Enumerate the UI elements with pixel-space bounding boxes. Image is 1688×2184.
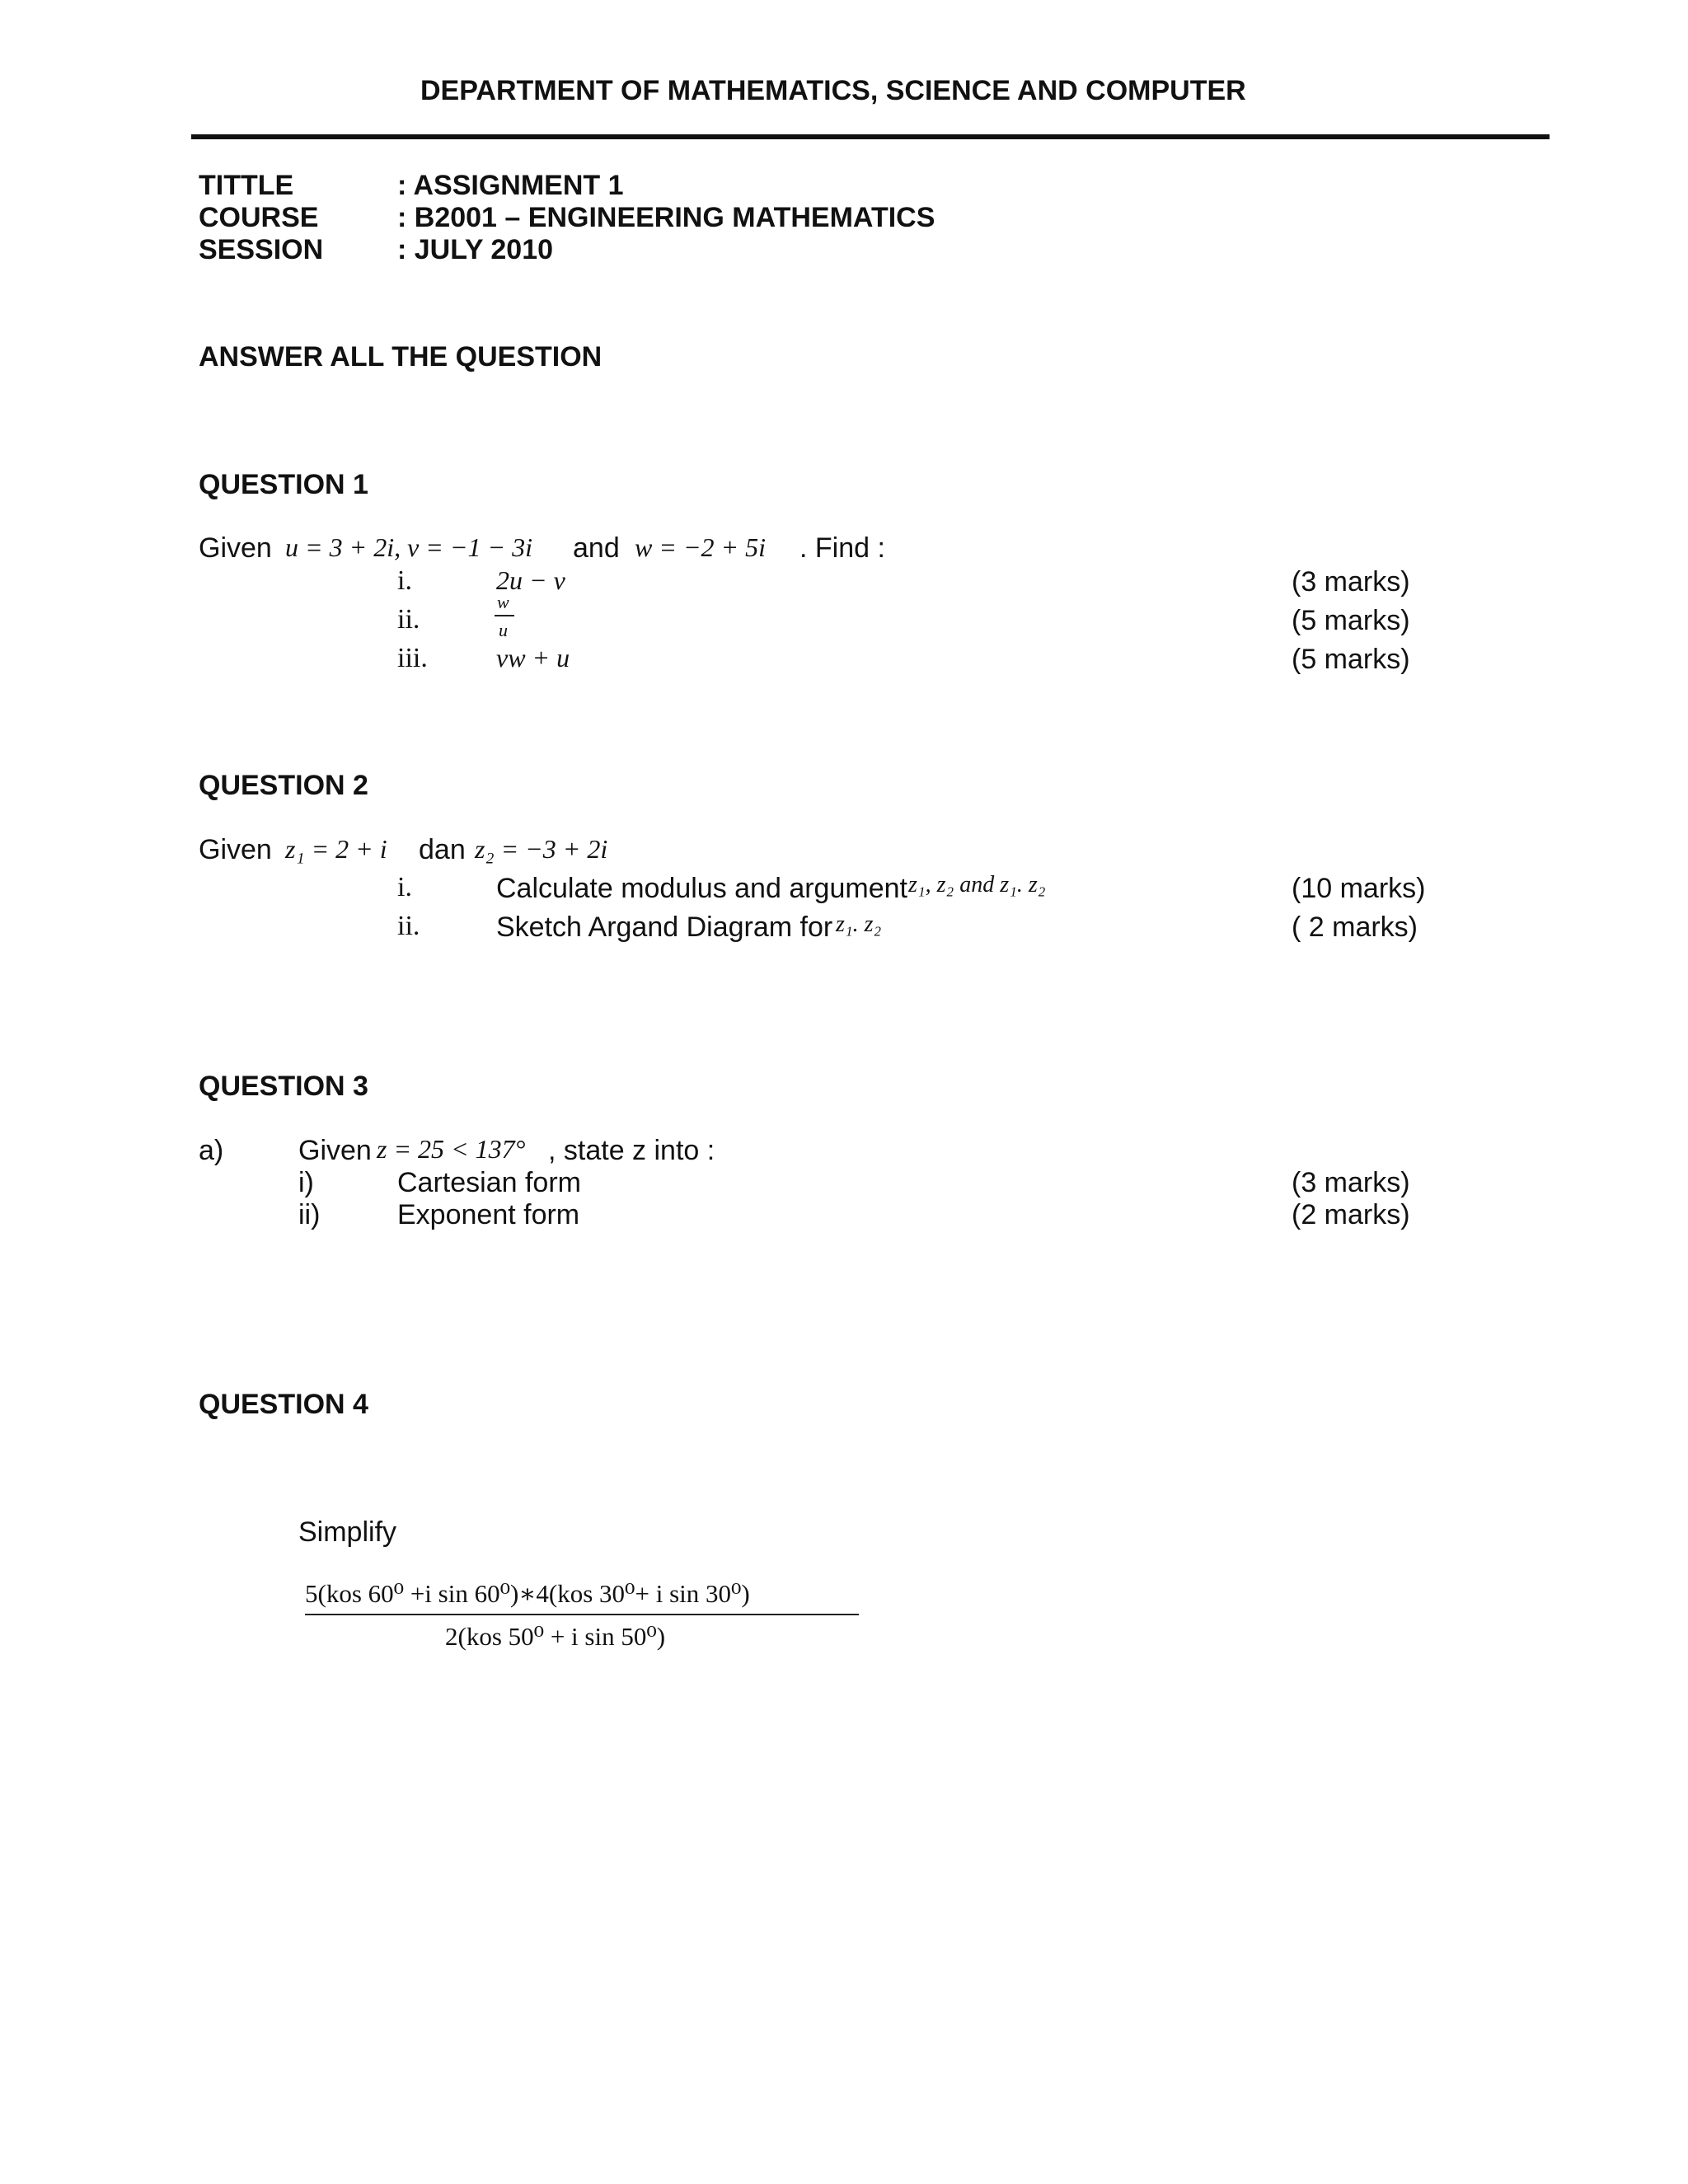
q2-item-2-num: ii. <box>397 911 420 941</box>
q2-dan: dan <box>419 834 466 865</box>
q4-simplify: Simplify <box>298 1516 397 1548</box>
q2-item-1-num: i. <box>397 872 412 902</box>
q1-item-2-denominator: u <box>499 620 508 640</box>
q1-expr-w: w = −2 + 5i <box>635 532 767 562</box>
q3-item-1-num: i) <box>298 1167 314 1198</box>
title-value: : ASSIGNMENT 1 <box>397 170 624 201</box>
q1-item-2-fraction-bar <box>495 615 514 616</box>
q1-item-1-marks: (3 marks) <box>1292 566 1410 598</box>
q3-part-label: a) <box>199 1135 224 1166</box>
q1-item-1-expr: 2u − v <box>496 565 565 595</box>
q1-item-3-num: iii. <box>397 643 428 673</box>
title-label: TITTLE <box>199 170 294 201</box>
q1-given: Given <box>199 532 272 564</box>
q3-item-2-num: ii) <box>298 1199 321 1230</box>
session-label: SESSION <box>199 234 324 265</box>
q3-rest: , state z into : <box>548 1135 715 1166</box>
q3-item-2-marks: (2 marks) <box>1292 1199 1410 1230</box>
session-value: : JULY 2010 <box>397 234 554 265</box>
q1-item-2-num: ii. <box>397 604 420 635</box>
q2-item-2-text: Sketch Argand Diagram for <box>496 912 833 943</box>
question-4-heading: QUESTION 4 <box>199 1389 368 1420</box>
q4-denominator: 2(kos 50⁰ + i sin 50⁰) <box>445 1622 666 1651</box>
header-rule <box>191 134 1550 139</box>
q2-given: Given <box>199 834 272 865</box>
course-value: : B2001 – ENGINEERING MATHEMATICS <box>397 202 935 233</box>
question-3-heading: QUESTION 3 <box>199 1071 368 1102</box>
course-label: COURSE <box>199 202 319 233</box>
q4-numerator: 5(kos 60⁰ +i sin 60⁰)∗4(kos 30⁰+ i sin 30⁰) <box>305 1579 750 1608</box>
department-heading: DEPARTMENT OF MATHEMATICS, SCIENCE AND COMPUTER <box>420 75 1246 106</box>
question-1-heading: QUESTION 1 <box>199 469 368 500</box>
q1-and: and <box>573 532 620 564</box>
q2-expr-z2: z₂ = −3 + 2i <box>475 834 608 864</box>
q1-item-2-marks: (5 marks) <box>1292 605 1410 636</box>
q3-item-2-text: Exponent form <box>397 1199 580 1230</box>
q3-given: Given <box>298 1135 372 1166</box>
q1-item-3-marks: (5 marks) <box>1292 644 1410 675</box>
q1-item-2-numerator: w <box>497 592 509 612</box>
q2-item-1-text: Calculate modulus and argument <box>496 873 907 904</box>
q3-item-1-marks: (3 marks) <box>1292 1167 1410 1198</box>
q1-expr-uv: u = 3 + 2i, v = −1 − 3i <box>285 532 532 562</box>
q1-find: . Find : <box>799 532 885 564</box>
q2-item-1-expr: z₁, z₂ and z₁. z₂ <box>908 872 1046 898</box>
q2-item-1-marks: (10 marks) <box>1292 873 1426 904</box>
q2-item-2-marks: ( 2 marks) <box>1292 912 1418 943</box>
question-2-heading: QUESTION 2 <box>199 770 368 801</box>
instruction: ANSWER ALL THE QUESTION <box>199 341 603 373</box>
q3-expr: z = 25 < 137° <box>377 1134 526 1164</box>
q3-item-1-text: Cartesian form <box>397 1167 581 1198</box>
q4-fraction-bar <box>305 1614 859 1615</box>
q1-item-3-expr: vw + u <box>496 643 570 673</box>
q2-item-2-expr: z₁. z₂ <box>836 912 882 937</box>
q1-item-1-num: i. <box>397 565 412 596</box>
q2-expr-z1: z₁ = 2 + i <box>285 834 387 864</box>
